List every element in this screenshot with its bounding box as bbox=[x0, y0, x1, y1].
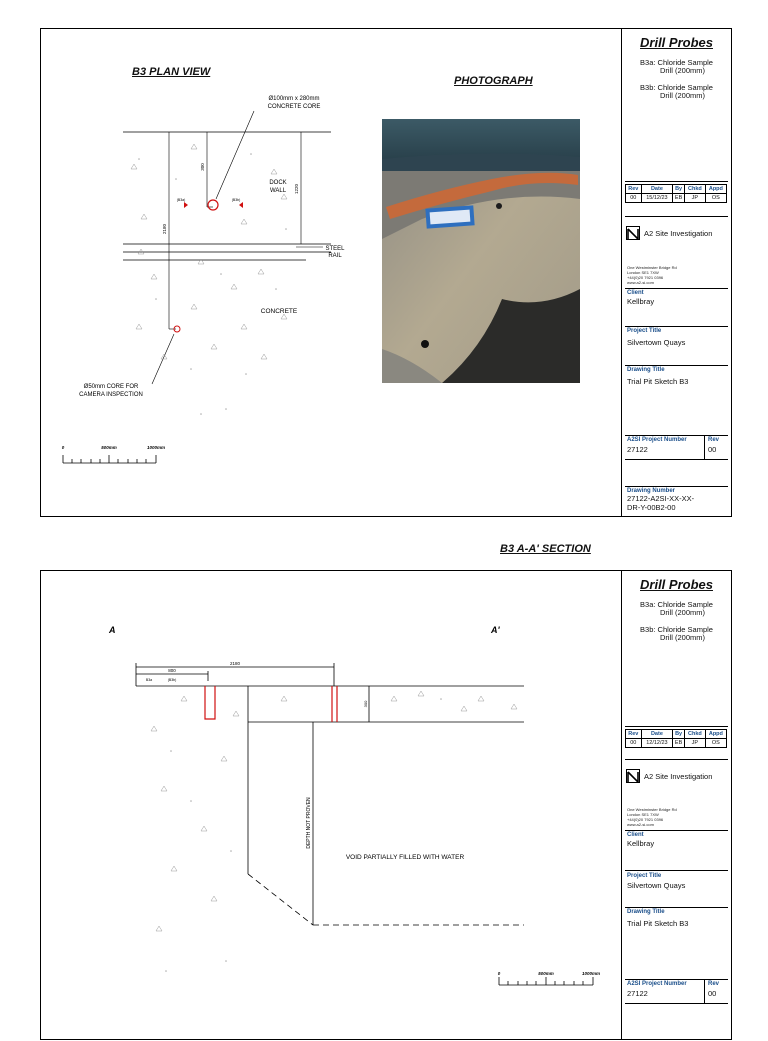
dim-1220: 1220 bbox=[294, 183, 299, 195]
client-value: Kellbray bbox=[627, 297, 655, 306]
drawing-title-label: Drawing Title bbox=[627, 367, 665, 373]
project-title-value: Silvertown Quays bbox=[627, 881, 686, 890]
core-label-1: Ø100mm x 280mm bbox=[268, 96, 320, 102]
dock-label-1: DOCK bbox=[269, 180, 287, 186]
company-name: A2 Site Investigation bbox=[644, 229, 713, 238]
tb2-rule-6 bbox=[625, 979, 728, 980]
by-header: By bbox=[673, 185, 685, 194]
note-b3b-line1: B3b: Chloride Sample bbox=[640, 83, 713, 92]
by-header: By bbox=[673, 730, 685, 739]
appd-cell: OS bbox=[705, 194, 726, 203]
title-block-2 bbox=[621, 571, 731, 1039]
concrete-label: CONCRETE bbox=[260, 308, 298, 315]
appd-cell: OS bbox=[705, 739, 726, 748]
company-logo-icon bbox=[626, 226, 640, 240]
address-line-2: London SE1 7XW bbox=[627, 812, 659, 817]
drawing-number-label: Drawing Number bbox=[627, 488, 676, 494]
scale-mid: 500mm bbox=[538, 971, 554, 976]
photograph-heading: PHOTOGRAPH bbox=[454, 75, 533, 87]
void-label: VOID PARTIALLY FILLED WITH WATER bbox=[345, 854, 465, 861]
steel-rail-label-1: STEEL bbox=[325, 246, 345, 252]
rev-label: Rev bbox=[708, 981, 720, 987]
project-number-value: 27122 bbox=[627, 445, 648, 454]
tb2-rule-7 bbox=[625, 1003, 728, 1004]
chkd-cell: JP bbox=[684, 194, 705, 203]
chkd-cell: JP bbox=[684, 739, 705, 748]
chkd-header: Chkd bbox=[684, 185, 705, 194]
b3b-marker: (B3b) bbox=[167, 678, 177, 682]
tb1-rule-6 bbox=[625, 435, 728, 436]
title-block-1 bbox=[621, 29, 731, 516]
tb1-rule-3 bbox=[625, 288, 728, 289]
project-number-label: A2SI Project Number bbox=[627, 981, 687, 987]
steel-rail-label-2: RAIL bbox=[328, 253, 342, 259]
drawing-title-value: Trial Pit Sketch B3 bbox=[627, 377, 689, 386]
project-number-label: A2SI Project Number bbox=[627, 437, 687, 443]
tb2-rule-5 bbox=[625, 907, 728, 908]
project-title-label: Project Title bbox=[627, 873, 662, 879]
dim-300: 300 bbox=[363, 700, 368, 708]
appd-header: Appd bbox=[705, 185, 726, 194]
address-line-4: www.a2-si.com bbox=[627, 822, 654, 827]
project-title-label: Project Title bbox=[627, 328, 662, 334]
b3b-marker: (B3b) bbox=[231, 198, 241, 202]
dim-2180: 2180 bbox=[229, 661, 241, 666]
rev-cell: 00 bbox=[626, 739, 642, 748]
client-value: Kellbray bbox=[627, 839, 655, 848]
tb1-rule-7 bbox=[625, 459, 728, 460]
rev-label: Rev bbox=[708, 437, 720, 443]
tb2-vrule bbox=[704, 979, 705, 1003]
project-number-value: 27122 bbox=[627, 989, 648, 998]
company-name: A2 Site Investigation bbox=[644, 772, 713, 781]
scale-zero: 0 bbox=[61, 445, 65, 450]
date-header: Date bbox=[641, 730, 673, 739]
dim-300: 300 bbox=[200, 163, 205, 171]
tb1-rule-5 bbox=[625, 365, 728, 366]
tb1-rule-4 bbox=[625, 326, 728, 327]
note-b3b-line2: Drill (200mm) bbox=[660, 633, 705, 642]
camera-core-label-2: CAMERA INSPECTION bbox=[79, 392, 143, 398]
tb2-rule-3 bbox=[625, 830, 728, 831]
address-line-1: One Westminster Bridge Rd bbox=[627, 807, 677, 812]
title-block-heading: Drill Probes bbox=[640, 577, 713, 592]
client-label: Client bbox=[627, 290, 644, 296]
dock-label-2: WALL bbox=[269, 188, 287, 194]
note-b3a-line2: Drill (200mm) bbox=[660, 608, 705, 617]
b3a-marker: (B3a) bbox=[176, 198, 186, 202]
address-line-3: +44(0)20 7921 0396 bbox=[627, 275, 664, 280]
appd-header: Appd bbox=[705, 730, 726, 739]
rev-header: Rev bbox=[626, 730, 642, 739]
address-line-1: One Westminster Bridge Rd bbox=[627, 265, 677, 270]
client-label: Client bbox=[627, 832, 644, 838]
core-label-2: CONCRETE CORE bbox=[267, 104, 321, 110]
tb1-rule-8 bbox=[625, 486, 728, 487]
note-b3b-line2: Drill (200mm) bbox=[660, 91, 705, 100]
date-cell: 12/12/23 bbox=[641, 739, 673, 748]
by-cell: EB bbox=[673, 194, 685, 203]
address-line-4: www.a2-si.com bbox=[627, 280, 654, 285]
scale-mid: 500mm bbox=[101, 445, 117, 450]
tb1-rule-2 bbox=[625, 216, 728, 217]
drawing-title-value: Trial Pit Sketch B3 bbox=[627, 919, 689, 928]
plan-sheet bbox=[40, 28, 732, 517]
dim-2180: 2180 bbox=[162, 223, 167, 235]
rev-value: 00 bbox=[708, 445, 717, 454]
section-drawing bbox=[41, 571, 621, 1041]
date-cell: 15/12/23 bbox=[641, 194, 673, 203]
drawing-number-line-2: DR-Y-00B2-00 bbox=[627, 503, 676, 512]
note-b3b-line1: B3b: Chloride Sample bbox=[640, 625, 713, 634]
address-line-3: +44(0)20 7921 0396 bbox=[627, 817, 664, 822]
drawing-number-line-1: 27122-A2SI-XX-XX- bbox=[627, 494, 695, 503]
section-heading: B3 A-A' SECTION bbox=[500, 543, 591, 555]
rev-value: 00 bbox=[708, 989, 717, 998]
project-title-value: Silvertown Quays bbox=[627, 338, 686, 347]
title-block-heading: Drill Probes bbox=[640, 35, 713, 50]
tb1-vrule bbox=[704, 435, 705, 459]
dim-800: 800 bbox=[168, 668, 176, 673]
depth-not-proven-label: DEPTH NOT PROVEN bbox=[306, 797, 312, 849]
plan-view-heading: B3 PLAN VIEW bbox=[132, 66, 211, 78]
note-b3a-line1: B3a: Chloride Sample bbox=[640, 58, 713, 67]
revision-table bbox=[625, 184, 727, 203]
section-label-a: A bbox=[109, 625, 116, 635]
tb2-rule-2 bbox=[625, 759, 728, 760]
section-sheet bbox=[40, 570, 732, 1040]
address-line-2: London SE1 7XW bbox=[627, 270, 659, 275]
company-logo-icon bbox=[626, 769, 640, 783]
section-label-a-prime: A' bbox=[491, 625, 500, 635]
camera-core-label-1: Ø50mm CORE FOR bbox=[83, 384, 139, 390]
note-b3a-line2: Drill (200mm) bbox=[660, 66, 705, 75]
scale-zero: 0 bbox=[497, 971, 501, 976]
revision-table bbox=[625, 729, 727, 748]
rev-header: Rev bbox=[626, 185, 642, 194]
drawing-title-label: Drawing Title bbox=[627, 909, 665, 915]
date-header: Date bbox=[641, 185, 673, 194]
scale-end: 1000mm bbox=[146, 445, 166, 450]
tb2-rule-1 bbox=[625, 726, 728, 727]
tb1-rule-1 bbox=[625, 181, 728, 182]
scale-end: 1000mm bbox=[581, 971, 601, 976]
by-cell: EB bbox=[673, 739, 685, 748]
b3-marker: B3a bbox=[145, 678, 153, 682]
note-b3a-line1: B3a: Chloride Sample bbox=[640, 600, 713, 609]
chkd-header: Chkd bbox=[684, 730, 705, 739]
rev-cell: 00 bbox=[626, 194, 642, 203]
site-photograph bbox=[382, 119, 580, 383]
tb2-rule-4 bbox=[625, 870, 728, 871]
